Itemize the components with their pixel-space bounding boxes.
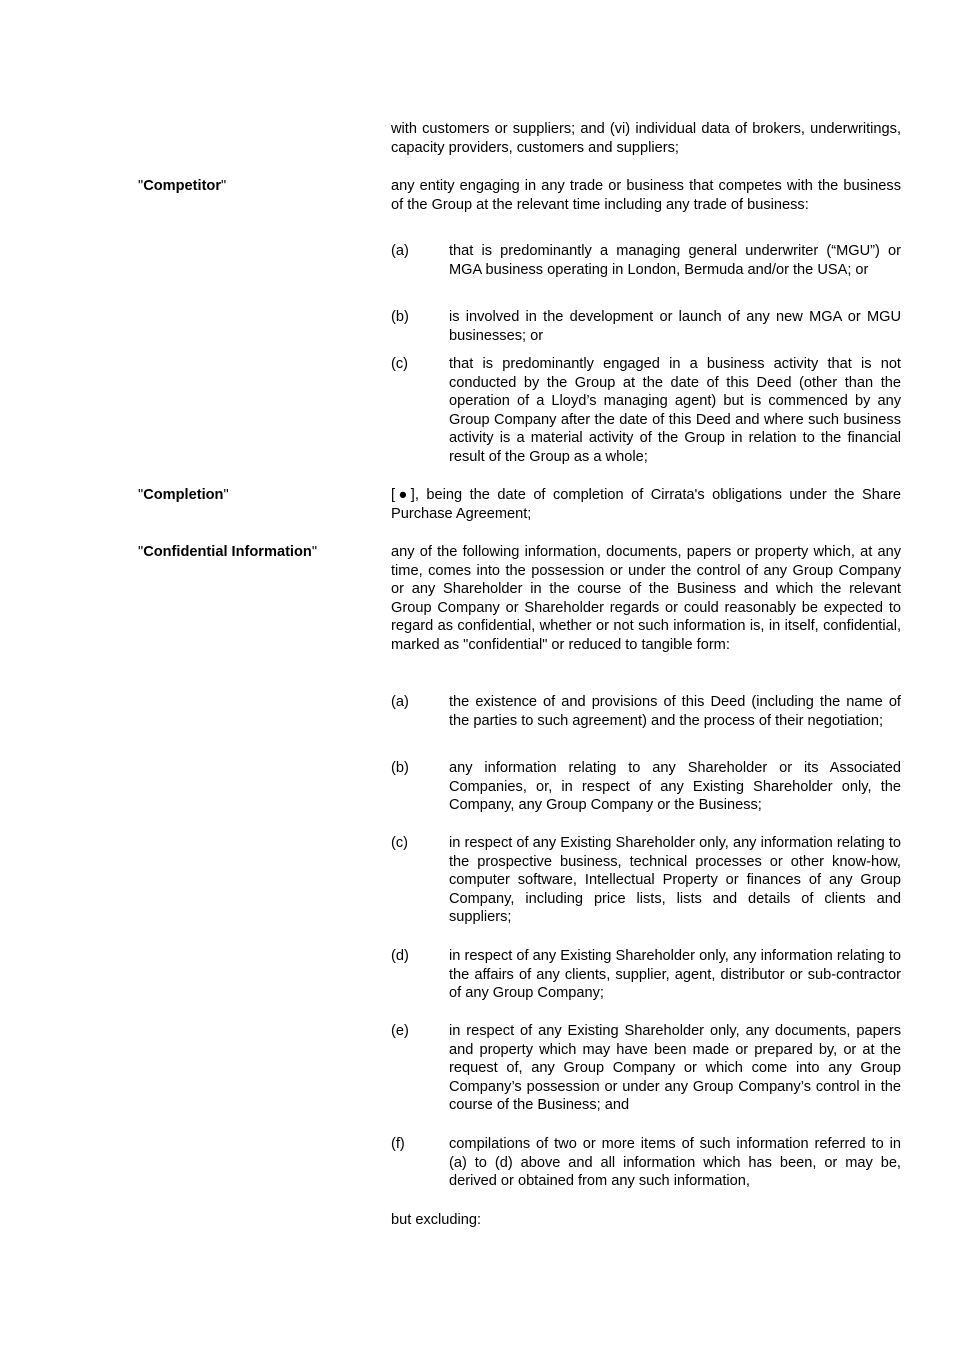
item-text: any information relating to any Shareholder or its Associated Companies, or, in respect of any Existing Shareholder only, the Company, any Group Company or the Business; [449, 760, 901, 814]
term-competitor-label: Competitor [143, 178, 222, 194]
item-text: in respect of any Existing Shareholder only, any information relating to the prospective business, technical processes or other know-how, computer software, Intellectual Property or finances of any Group Company, including price lists, lists and details of clients and suppliers; [449, 835, 901, 926]
term-confidential-information-label: Confidential Information [143, 544, 312, 560]
item-label: (a) [391, 243, 409, 259]
definition-confidential-information: any of the following information, documents, papers or property which, at any time, comes into the possession or under the control of any Group Company or any Shareholder in the course of the Business and which the relevant Group Company or Shareholder regards or could reasonably be expected to regard as confidential, whether or not such information is, in itself, confidential, marked as "confidential" or reduced to tangible form: [391, 544, 901, 653]
item-label: (e) [391, 1023, 409, 1039]
item-label: (c) [391, 835, 409, 851]
item-text: that is predominantly a managing general underwriter (“MGU”) or MGA business operating in London, Bermuda and/or the USA; or [449, 243, 901, 278]
definition-completion: [●], being the date of completion of Cirrata's obligations under the Share Purchase Agreement; [391, 487, 901, 522]
definition-competitor: any entity engaging in any trade or business that competes with the business of the Group at the relevant time including any trade of business: [391, 178, 901, 213]
closing-text: but excluding: [391, 1212, 482, 1228]
item-label: (a) [391, 694, 409, 710]
item-label: (b) [391, 760, 409, 776]
item-label: (b) [391, 309, 409, 325]
term-competitor: "Competitor" [138, 178, 227, 194]
term-confidential-information: "Confidential Information" [138, 544, 318, 560]
item-label: (d) [391, 948, 409, 964]
item-text: in respect of any Existing Shareholder only, any information relating to the affairs of any clients, supplier, agent, distributor or sub-contractor of any Group Company; [449, 948, 901, 1002]
item-text: compilations of two or more items of such information referred to in (a) to (d) above and all information which has been, or may be, derived or obtained from any such information, [449, 1136, 901, 1190]
intro-continuation: with customers or suppliers; and (vi) individual data of brokers, underwritings, capacity providers, customers and suppliers; [391, 121, 901, 156]
item-text: in respect of any Existing Shareholder only, any documents, papers and property which may have been made or prepared by, or at the request of, any Group Company or which come into any Group Company’s possession or under any Group Company’s control in the course of the Business; and [449, 1023, 901, 1114]
item-text: is involved in the development or launch of any new MGA or MGU businesses; or [449, 309, 901, 344]
item-text: that is predominantly engaged in a business activity that is not conducted by the Group at the date of this Deed (other than the operation of a Lloyd’s managing agent) but is commenced by any Group Company after the date of this Deed and where such business activity is a material activity of the Group in relation to the financial result of the Group as a whole; [449, 356, 901, 465]
term-completion-label: Completion [143, 487, 224, 503]
item-label: (c) [391, 356, 409, 372]
item-label: (f) [391, 1136, 405, 1152]
item-text: the existence of and provisions of this Deed (including the name of the parties to such agreement) and the process of their negotiation; [449, 694, 901, 729]
term-completion: "Completion" [138, 487, 229, 503]
